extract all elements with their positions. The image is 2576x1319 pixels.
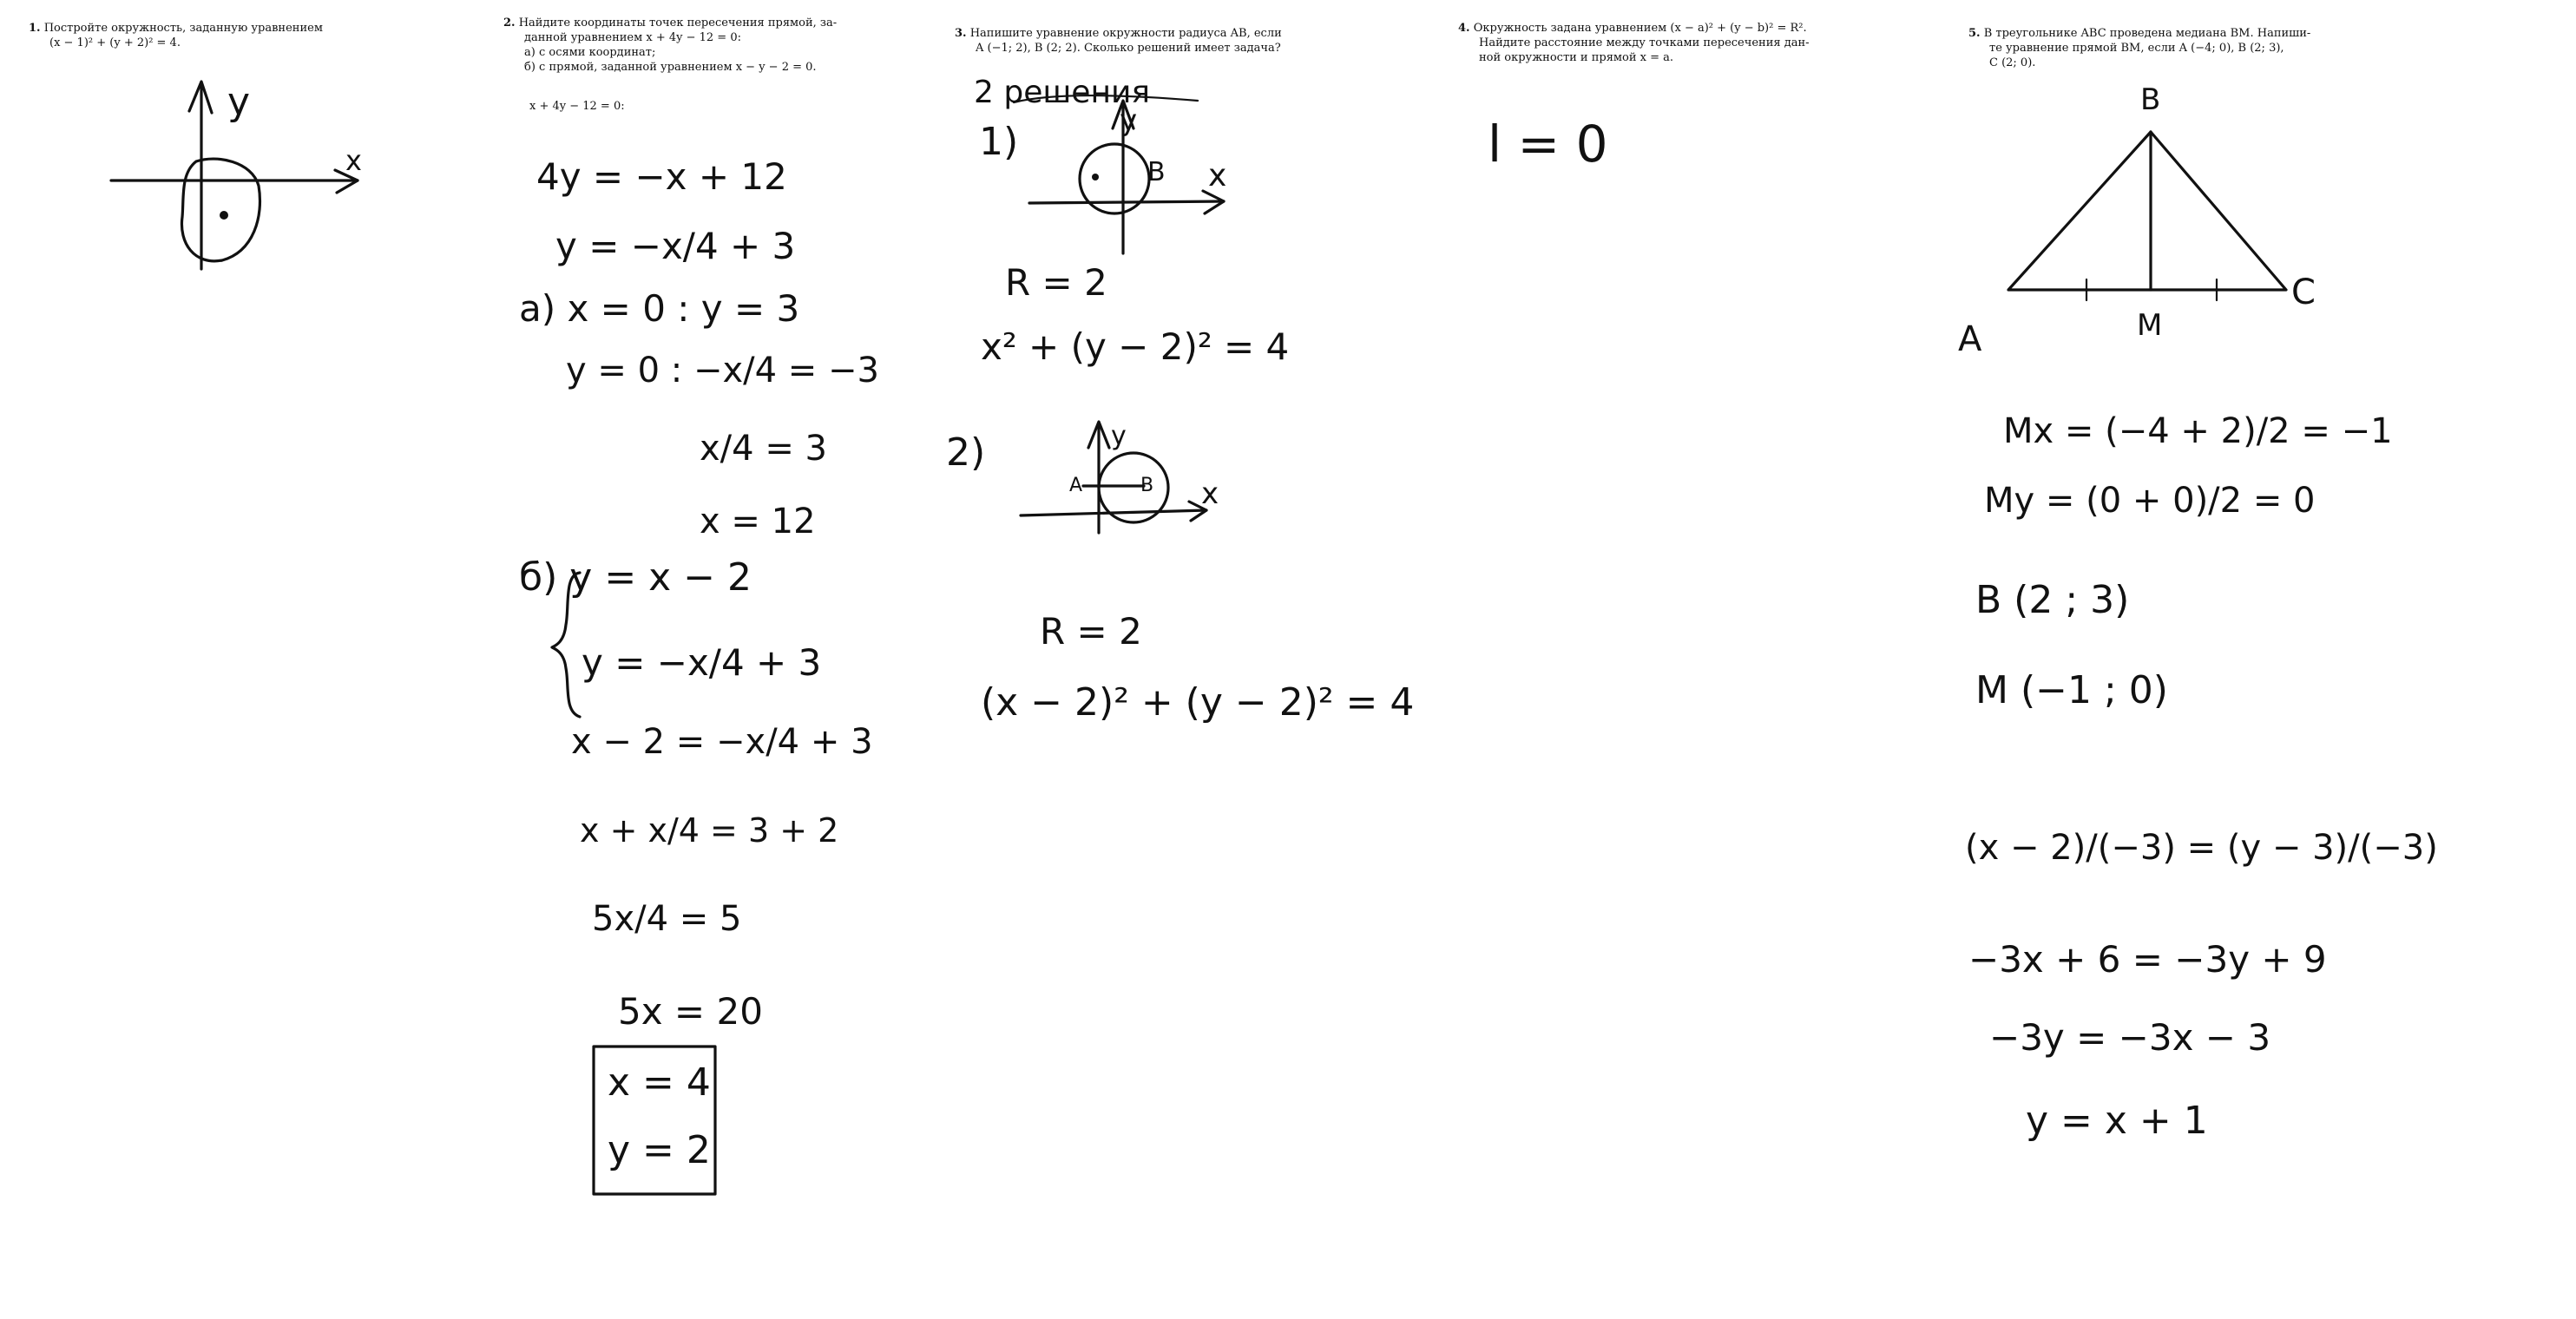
solution-line: 4y = −x + 12 xyxy=(536,155,787,198)
task-2-equation: x + 4y − 12 = 0: xyxy=(529,100,625,113)
point-b-label: B xyxy=(1140,475,1154,496)
x-axis-label: x xyxy=(1201,476,1219,511)
task-text-line: те уравнение прямой BM, если A (−4; 0), B (2; 3), xyxy=(1989,42,2284,55)
vertex-m-label: M xyxy=(2137,308,2163,343)
task-text-line: а) с осями координат; xyxy=(524,46,656,59)
answer-line: y = 2 xyxy=(608,1128,711,1172)
vertex-c-label: C xyxy=(2291,272,2316,312)
solution-line: 5x = 20 xyxy=(618,990,763,1033)
solution-line: (x − 2)/(−3) = (y − 3)/(−3) xyxy=(1965,828,2438,868)
x-axis xyxy=(1029,201,1224,203)
point-b-label: B xyxy=(1147,157,1166,187)
task-text-line: данной уравнением x + 4y − 12 = 0: xyxy=(524,31,741,44)
triangle-abc xyxy=(2008,132,2286,290)
circle-center-dot xyxy=(220,211,228,220)
task-text-line: ной окружности и прямой x = a. xyxy=(1479,51,1674,64)
task-text-line: A (−1; 2), B (2; 2). Сколько решений имеет задача? xyxy=(976,42,1281,55)
solution-line: x = 12 xyxy=(700,502,816,541)
task-number: 4. xyxy=(1458,22,1470,35)
task-text-line: (x − 1)² + (y + 2)² = 4. xyxy=(49,36,181,49)
task-number: 2. xyxy=(503,16,516,30)
solution-line: My = (0 + 0)/2 = 0 xyxy=(1984,481,2316,521)
case-radius: R = 2 xyxy=(1040,610,1142,653)
task-number: 1. xyxy=(29,22,41,35)
solutions-count-note: 2 решения xyxy=(974,75,1151,110)
x-axis-label: x xyxy=(1208,158,1227,194)
case-equation: x² + (y − 2)² = 4 xyxy=(981,325,1290,368)
solution-line: x/4 = 3 xyxy=(700,429,827,469)
case-label: 1) xyxy=(979,120,1019,164)
solution-line: 5x/4 = 5 xyxy=(592,899,742,939)
solution-line: y = 0 : −x/4 = −3 xyxy=(566,351,879,390)
y-axis-label: y xyxy=(1111,421,1127,451)
task-text-line: Найдите расстояние между точками пересечения дан- xyxy=(1479,36,1810,49)
solution-line: M (−1 ; 0) xyxy=(1975,668,2168,712)
task-text-line: Напишите уравнение окружности радиуса AB, если xyxy=(969,27,1282,40)
answer-line: x = 4 xyxy=(608,1060,711,1105)
task-text-line: C (2; 0). xyxy=(1989,56,2036,69)
solution-line: y = x + 1 xyxy=(2026,1099,2208,1143)
solution-line: B (2 ; 3) xyxy=(1975,578,2130,622)
y-axis-label: y xyxy=(227,80,251,124)
case-label: 2) xyxy=(946,430,986,475)
drawn-circle xyxy=(181,159,260,261)
x-axis-label: x xyxy=(345,144,362,177)
vertex-b-label: B xyxy=(2140,82,2161,117)
case-radius: R = 2 xyxy=(1005,261,1107,304)
task-number: 3. xyxy=(955,27,967,40)
solution-line: Mx = (−4 + 2)/2 = −1 xyxy=(2003,411,2393,451)
task-text-line: б) с прямой, заданной уравнением x − y − 2 = 0. xyxy=(524,61,817,74)
task-2-solution xyxy=(519,155,879,1194)
task-4-solution xyxy=(1488,115,1608,174)
solution-line: а) x = 0 : y = 3 xyxy=(519,287,800,330)
solution-line: y = −x/4 + 3 xyxy=(555,225,796,267)
task-text-line: В треугольнике ABC проведена медиана BM. Напиши- xyxy=(1983,27,2311,40)
task-text-line: Найдите координаты точек пересечения прямой, за- xyxy=(518,16,838,30)
task-text-line: Окружность задана уравнением (x − a)² + (y − b)² = R². xyxy=(1473,22,1807,35)
point-a-label: A xyxy=(1069,475,1083,496)
y-axis-label: y xyxy=(1120,103,1138,138)
point-a-dot xyxy=(1092,174,1099,180)
task-number: 5. xyxy=(1968,27,1981,40)
solution-line: x + x/4 = 3 + 2 xyxy=(580,811,839,850)
solution-line: y = −x/4 + 3 xyxy=(582,641,822,684)
task-text-line: Постройте окружность, заданную уравнением xyxy=(43,22,323,35)
solution-line: x − 2 = −x/4 + 3 xyxy=(571,722,873,762)
task-1-sketch xyxy=(111,80,362,269)
solution-line: −3x + 6 = −3y + 9 xyxy=(1968,938,2327,981)
case-equation: (x − 2)² + (y − 2)² = 4 xyxy=(981,680,1415,725)
vertex-a-label: A xyxy=(1958,319,1982,359)
task-3-solution xyxy=(946,75,1414,725)
solution-line: −3y = −3x − 3 xyxy=(1989,1016,2271,1059)
solution-line: б) y = x − 2 xyxy=(519,555,752,600)
task-5-solution xyxy=(1958,82,2438,1143)
answer-line: l = 0 xyxy=(1488,115,1608,174)
